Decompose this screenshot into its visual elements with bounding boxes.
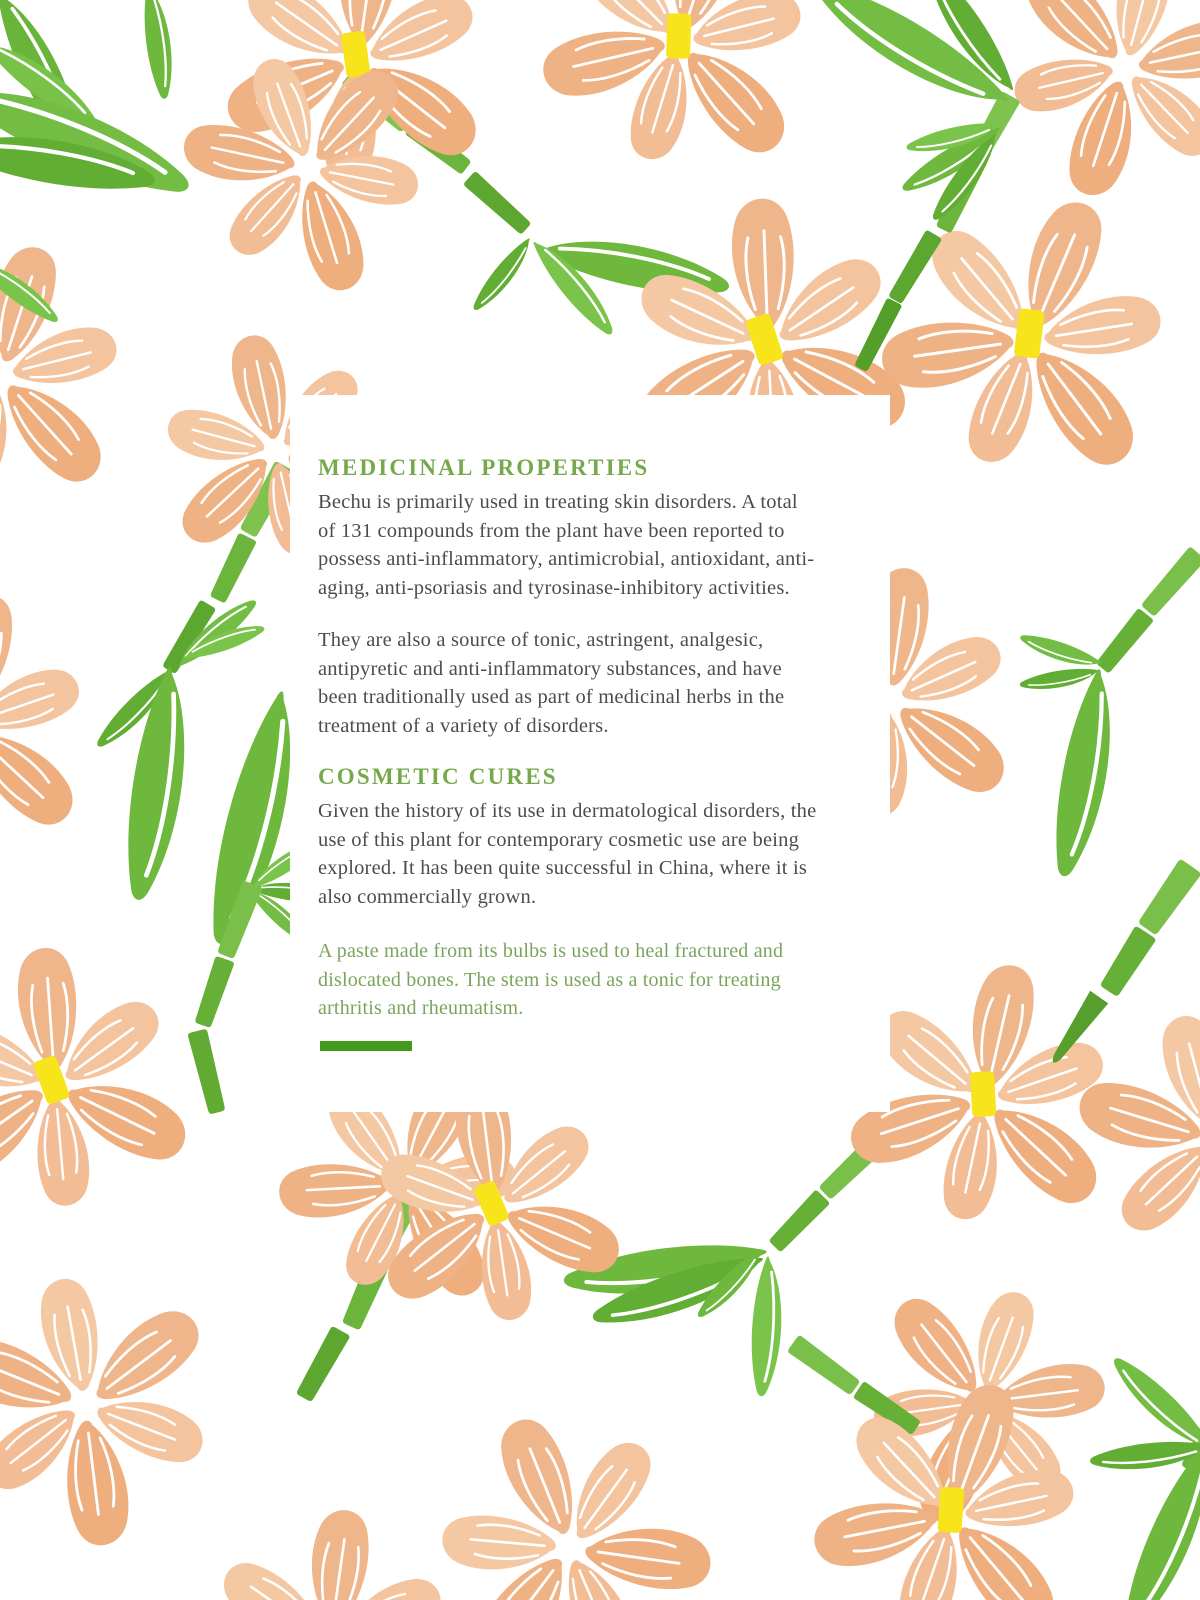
- flower-illustration: [379, 1361, 745, 1600]
- section-heading-medicinal-properties: MEDICINAL PROPERTIES: [318, 455, 650, 480]
- callout-paragraph: [318, 937, 864, 1023]
- text-line: antipyretic and anti-inflammatory substances, and have: [318, 657, 782, 680]
- text-line: A paste made from its bulbs is used to heal fractured and: [318, 940, 784, 962]
- flower-illustration: [0, 578, 103, 855]
- text-line: of 131 compounds from the plant have been reported to: [318, 519, 785, 542]
- bamboo-stem-illustration: [1089, 1349, 1200, 1600]
- text-line: arthritis and rheumatism.: [318, 997, 524, 1019]
- text-line: possess anti-inflammatory, antimicrobial, antioxidant, anti-: [318, 548, 815, 570]
- text-line: treatment of a variety of disorders.: [318, 714, 609, 737]
- text-line: also commercially grown.: [318, 885, 537, 908]
- content-panel: [290, 395, 890, 1112]
- flower-with-center-illustration: [521, 0, 833, 186]
- bamboo-leaf-illustration: [0, 63, 198, 330]
- text-line: use of this plant for contemporary cosmetic use are being: [318, 828, 800, 851]
- flower-illustration: [0, 218, 148, 515]
- paragraph-cosmetic-1: [318, 797, 864, 911]
- green-rule: [320, 1041, 412, 1051]
- text-line: They are also a source of tonic, astringent, analgesic,: [318, 629, 764, 651]
- paragraph-medicinal-2: [318, 626, 864, 740]
- text-line: Given the history of its use in dermatological disorders, the: [318, 800, 817, 822]
- text-line: explored. It has been quite successful in China, where it is: [318, 857, 808, 879]
- flower-with-center-illustration: [0, 921, 209, 1235]
- bamboo-stem-illustration: [1017, 546, 1200, 880]
- text-line: Bechu is primarily used in treating skin disorders. A total: [318, 491, 798, 513]
- flower-illustration: [195, 1506, 456, 1600]
- flower-illustration: [0, 1207, 277, 1585]
- text-line: aging, anti-psoriasis and tyrosinase-inhibitory activities.: [318, 576, 790, 599]
- paragraph-medicinal-1: [318, 488, 864, 602]
- text-line: been traditionally used as part of medicinal herbs in the: [318, 686, 785, 708]
- bamboo-stem-illustration: [787, 1332, 923, 1440]
- text-line: dislocated bones. The stem is used as a tonic for treating: [318, 968, 781, 991]
- section-heading-cosmetic-cures: COSMETIC CURES: [318, 764, 558, 789]
- flower-with-center-illustration: [852, 157, 1200, 504]
